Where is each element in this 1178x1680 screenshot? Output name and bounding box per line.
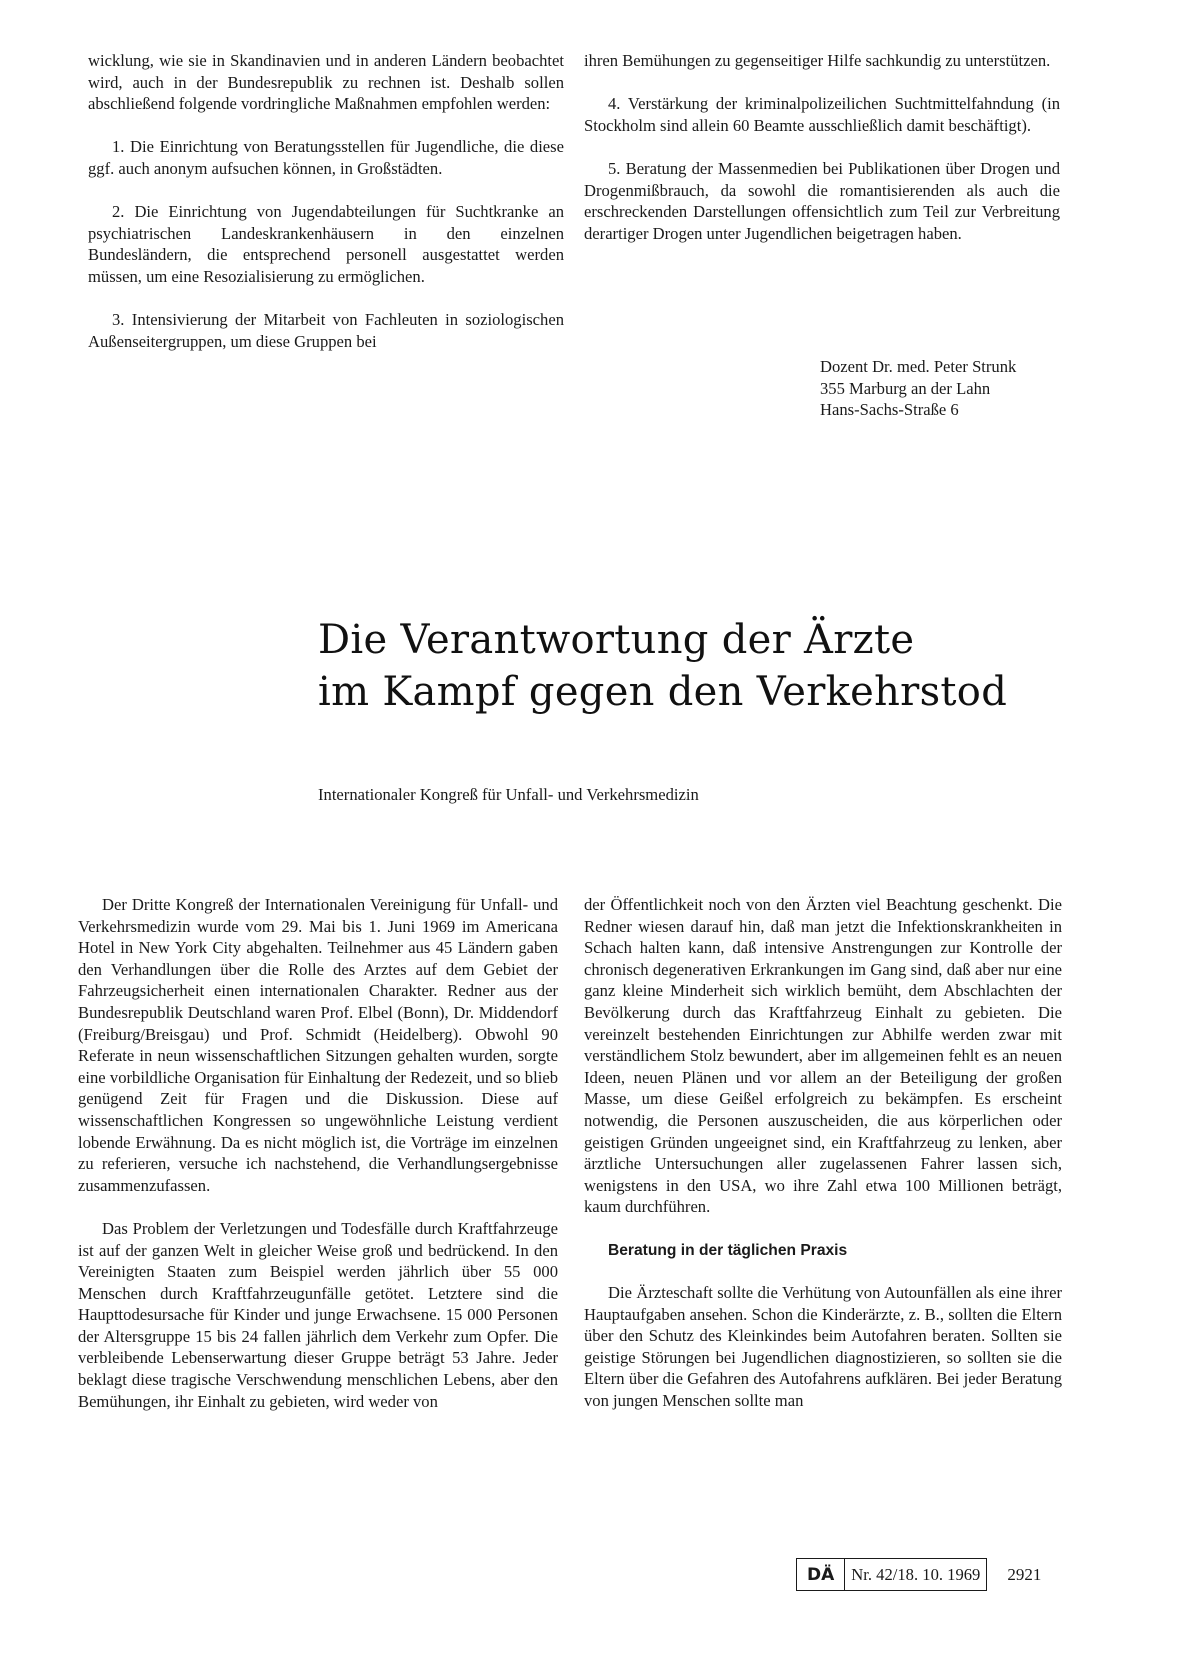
journal-logo: DÄ [797, 1559, 845, 1590]
list-item: 4. Verstärkung der kriminalpolizeilichen Suchtmittelfahndung (in Stockholm sind allein 60 Beamte ausschließlich damit beschäftigt). [584, 94, 1060, 135]
paragraph: Das Problem der Verletzungen und Todesfälle durch Kraftfahrzeuge ist auf der ganzen Welt in gleicher Weise groß und bedrückend. In den Vereinigten Staaten zum Beispiel werden jährlich über 55 000 Menschen durch Kraftfahrzeugunfälle getötet. Letztere sind die Haupttodesursache für Kinder und junge Erwachsene. 15 000 Personen der Altersgruppe 15 bis 24 fallen jährlich dem Verkehr zum Opfer. Die verbleibende Lebenserwartung dieser Gruppe beträgt 53 Jahre. Jeder beklagt diese tragische Verschwendung menschlichen Lebens, aber den Bemühungen, ihr Einhalt zu gebieten, wird weder von [78, 1218, 558, 1411]
section-heading: Beratung in der täglichen Praxis [608, 1241, 848, 1259]
top-right-column [584, 50, 1060, 266]
journal-box [796, 1558, 987, 1591]
paragraph: wicklung, wie sie in Skandinavien und in anderen Ländern beobachtet wird, auch in der Bundesrepublik zu rechnen ist. Deshalb sollen abschließend folgende vordringliche Maßnahmen empfohlen werden: [88, 51, 564, 114]
issue-number: Nr. 42/18. 10. 1969 [851, 1564, 981, 1584]
paragraph: Der Dritte Kongreß der Internationalen Vereinigung für Unfall- und Verkehrsmedizin wurde vom 29. Mai bis 1. Juni 1969 im Americana Hotel in New York City abgehalten. Teilnehmer aus 45 Ländern gaben den Verhandlungen über die Rolle des Arztes auf dem Gebiet der Fahrzeugsicherheit einen internationalen Charakter. Redner aus der Bundesrepublik Deutschland waren Prof. Elbel (Bonn), Dr. Middendorf (Freiburg/Breisgau) und Prof. Schmidt (Heidelberg). Obwohl 90 Referate in neun wissenschaftlichen Sitzungen gehalten wurden, sorgte eine vorbildliche Organisation für Einhaltung der Redezeit, und so blieb genügend Zeit für Fragen und die Diskussion. Diese auf wissenschaftlichen Kongressen so ungewöhnliche Leistung verdient lobende Erwähnung. Da es nicht möglich ist, die Vorträge im einzelnen zu referieren, versuche ich nachstehend, die Verhandlungsergebnisse zusammenzufassen. [78, 895, 558, 1195]
list-item: 2. Die Einrichtung von Jugendabteilungen für Suchtkranke an psychiatrischen Landeskrankenhäusern in den einzelnen Bundesländern, die entsprechend personell ausgestattet werden müssen, um eine Resozialisierung zu ermöglichen. [88, 202, 564, 286]
main-right-column [584, 894, 1062, 1433]
paragraph: Die Ärzteschaft sollte die Verhütung von Autounfällen als eine ihrer Hauptaufgaben ansehen. Schon die Kinderärzte, z. B., sollten die Eltern über den Schutz des Kleinkindes beim Autofahren beraten. Sollten sie geistige Störungen bei Jugendlichen diagnostizieren, so sollten sie die Eltern über die Gefahren des Autofahrens aufklären. Bei jeder Beratung von jungen Menschen sollte man [584, 1283, 1062, 1411]
paragraph: der Öffentlichkeit noch von den Ärzten viel Beachtung geschenkt. Die Redner wiesen darauf hin, daß man jetzt die Infektionskrankheiten in Schach halten kann, daß intensive Anstrengungen zur Kontrolle der chronisch degenerativen Erkrankungen im Gang sind, daß aber nur eine ganz kleine Minderheit sich wirklich bemüht, dem Abschlachten der Bevölkerung durch das Kraftfahrzeug Einhalt zu gebieten. Die vereinzelt bestehenden Einrichtungen zur Abhilfe werden zwar mit verständlichem Stolz bewundert, aber im allgemeinen fehlt es an neuen Ideen, neuen Plänen und vor allem an der Beteiligung der großen Masse, um diese Geißel erfolgreich zu bekämpfen. Es erscheint notwendig, die Personen auszuscheiden, die aus körperlichen oder geistigen Gründen ungeeignet sind, ein Kraftfahrzeug zu lenken, aber ärztliche Untersuchungen aller zugelassenen Fahrer lassen sich, wenigstens in den USA, wo ihre Zahl etwa 100 Millionen beträgt, kaum durchführen. [584, 895, 1062, 1217]
author-address [820, 356, 1016, 421]
paragraph: ihren Bemühungen zu gegenseitiger Hilfe sachkundig zu unterstützen. [584, 51, 1051, 70]
top-left-column [88, 50, 564, 374]
author-street: Hans-Sachs-Straße 6 [820, 400, 959, 420]
article-title-line-1: Die Verantwortung der Ärzte [318, 617, 915, 663]
list-item: 5. Beratung der Massenmedien bei Publikationen über Drogen und Drogenmißbrauch, da sowohl die romantisierenden als auch die erschreckenden Darstellungen offensichtlich zum Teil zur Verbreitung derartiger Drogen unter Jugendlichen beigetragen haben. [584, 158, 1060, 243]
author-city: 355 Marburg an der Lahn [820, 378, 991, 398]
list-item: 3. Intensivierung der Mitarbeit von Fachleuten in soziologischen Außenseitergruppen, um diese Gruppen bei [88, 310, 564, 351]
page-number: 2921 [1007, 1564, 1042, 1584]
article-title [318, 614, 1007, 718]
main-left-column [78, 894, 558, 1434]
article-title-line-2: im Kampf gegen den Verkehrstod [318, 669, 1008, 715]
author-name: Dozent Dr. med. Peter Strunk [820, 357, 1017, 376]
list-item: 1. Die Einrichtung von Beratungsstellen für Jugendliche, die diese ggf. auch anonym aufsuchen können, in Großstädten. [88, 137, 564, 178]
page-footer [796, 1558, 1041, 1591]
article-subtitle: Internationaler Kongreß für Unfall- und Verkehrsmedizin [318, 785, 699, 804]
